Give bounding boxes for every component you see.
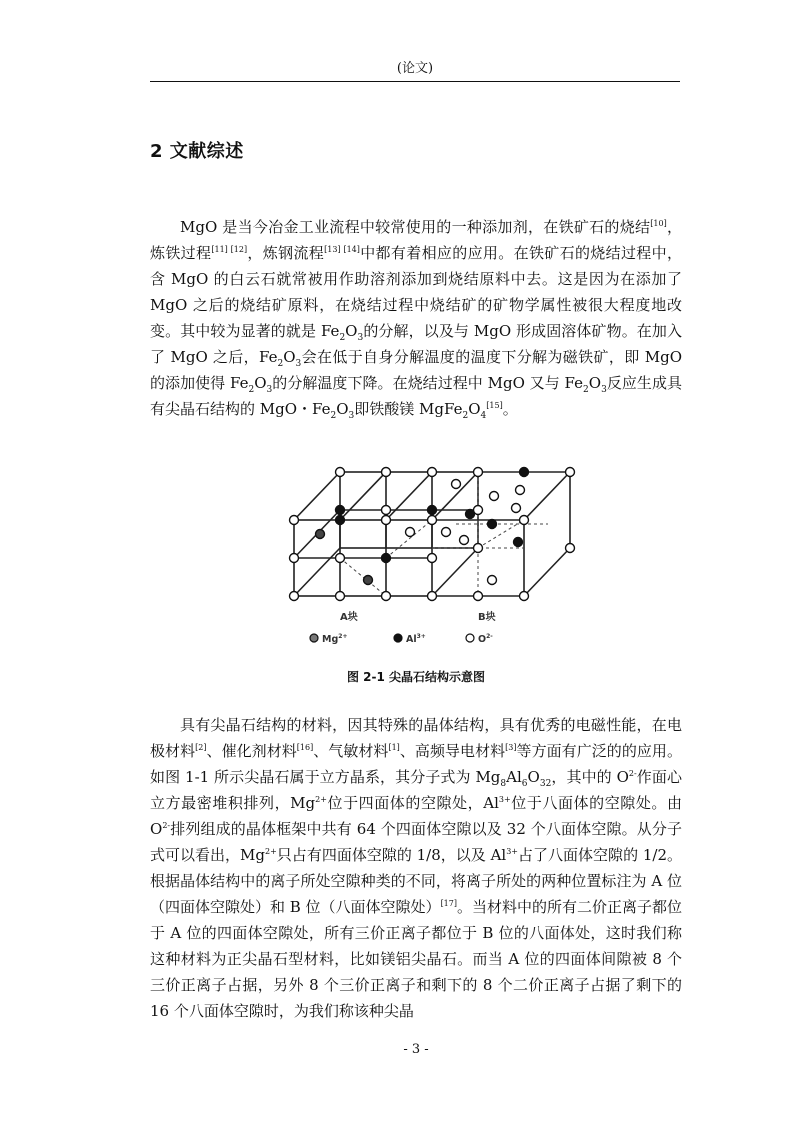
- page-number: - 3 -: [403, 1042, 429, 1057]
- legend-al: $Al^{3+}$: [406, 633, 426, 645]
- page-header: (论文): [150, 57, 680, 82]
- legend-o: $O^{2-}$: [478, 633, 493, 645]
- paragraph-mgo: MgO 是当今冶金工业流程中较常使用的一种添加剂，在铁矿石的烧结[10]，炼铁过程[11] [12]，炼钢流程[13] [14]中都有着相应的应用。在铁矿石的烧结过程中，含 MgO 的白云石就常被用作助溶剂添加到烧结原料中去。这是因为在添加了 MgO 之后的烧结矿原料，在烧结过程中烧结矿的矿物学属性被很大程度地改变。其中较为显著的就是 $Fe_2O_3$的分解，以及与 MgO 形成固溶体矿物。在加入了 MgO 之后，$Fe_2O_3$会在低于自身分解温度的温度下分解为磁铁矿，即 MgO 的添加使得 $Fe_2O_3$的分解温度下降。在烧结过程中 MgO 又与 $Fe_2O_3$反应生成具有尖晶石结构的 MgO・$Fe_2O_3$即铁酸镁 $MgFe_2O_4[15]$。: [150, 218, 683, 421]
- spinel-lattice-diagram: [280, 462, 580, 652]
- block-b-label: B块: [478, 612, 496, 623]
- paragraph-spinel: 具有尖晶石结构的材料，因其特殊的晶体结构，具有优秀的电磁性能，在电极材料[2]、催化剂材料[16]、气敏材料[1]、高频导电材料[3]等方面有广泛的的应用。如图 1-1 所示尖晶石属于立方晶系，其分子式为 $Mg_8Al_6O_{32}$，其中的 $O^{2-}$作面心立方最密堆积排列，$Mg^{2+}$位于四面体的空隙处，$Al^{3+}$位于八面体的空隙处。由 $O^{2-}$排列组成的晶体框架中共有 64 个四面体空隙以及 32 个八面体空隙。从分子式可以看出，$Mg^{2+}$只占有四面体空隙的 1/8，以及 $Al^{3+}$占了八面体空隙的 1/2。根据晶体结构中的离子所处空隙种类的不同，将离子所处的两种位置标注为 A 位（四面体空隙处）和 B 位（八面体空隙处）[17]。当材料中的所有二价正离子都位于 A 位的四面体空隙处，所有三价正离子都位于 B 位的八面体处，这时我们称这种材料为正尖晶石型材料，比如镁铝尖晶石。而当 A 位的四面体间隙被 8 个三价正离子占据，另外 8 个三价正离子和剩下的 8 个二价正离子占据了剩下的 16 个八面体空隙时，为我们称该种尖晶: [150, 716, 682, 1020]
- legend-mg: $Mg^{2+}$: [322, 633, 348, 645]
- block-a-label: A块: [340, 612, 358, 623]
- section-heading: 2 文献综述: [150, 141, 244, 162]
- figure-caption: 图 2-1 尖晶石结构示意图: [346, 670, 486, 684]
- spinel-structure-figure: [280, 462, 580, 652]
